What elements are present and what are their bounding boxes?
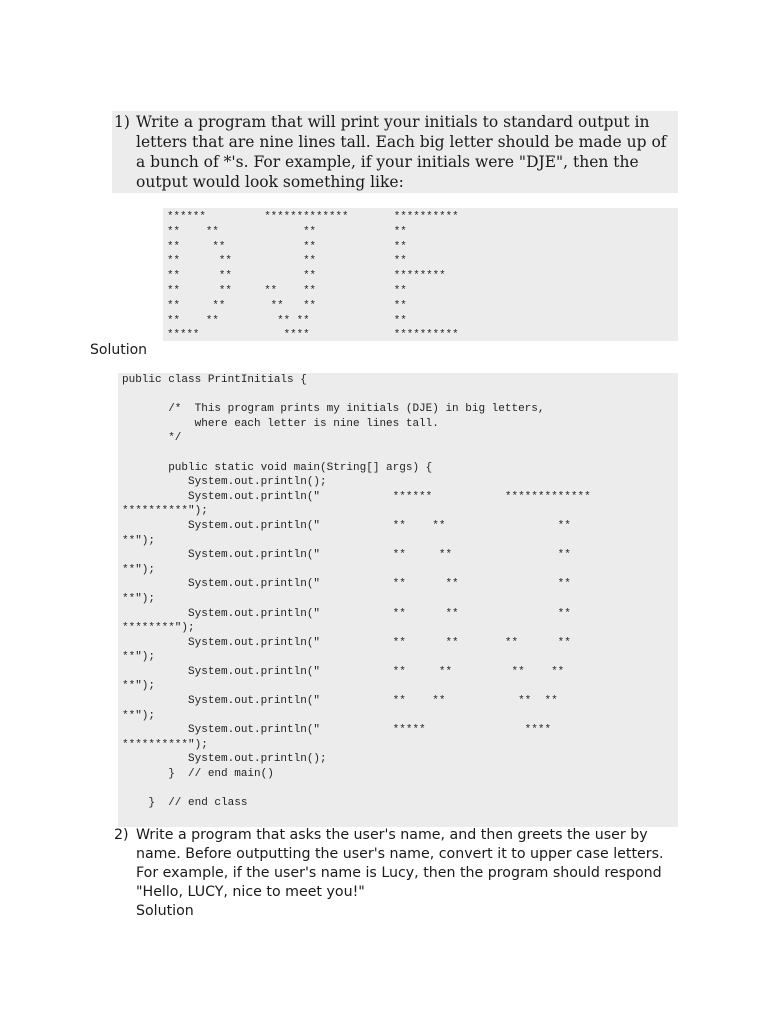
- example-output-text: ****** ************* ********** ** ** ** ** ** ** ** ** ** ** ** ** ** ** ** ******** ** ** ** ** ** ** ** ** ** ** ** ** ** ** ** ***** **** **********: [167, 211, 459, 342]
- example-output-block: [163, 208, 678, 341]
- question-1-number: 1): [114, 113, 130, 131]
- question-2-text: Write a program that asks the user's name, and then greets the user by name. Before outputting the user's name, convert it to upper case letters. For example, if the user's name is Lucy, then the program should respond "Hello, LUCY, nice to meet you!": [136, 827, 664, 900]
- question-1: [112, 111, 678, 193]
- solution-label-1: Solution: [90, 342, 148, 358]
- question-2: [112, 826, 678, 921]
- solution-label-2: Solution: [136, 903, 194, 919]
- solution-code-block: [118, 373, 678, 827]
- question-1-text: Write a program that will print your initials to standard output in letters that are nine lines tall. Each big letter should be made up of a bunch of *'s. For example, if your initials were "DJE", then the output would look something like:: [136, 113, 667, 191]
- solution-code-text: public class PrintInitials { /* This program prints my initials (DJE) in big letters, where each letter is nine lines tall. */ public static void main(String[] args) { System.out.println(); System.out.println(" ****** ************* **********"); System.out.println(" ** ** ** **"); System.out.println(" ** ** ** **"); System.out.println(" ** ** ** **"); System.out.println(" ** ** ** ********"); System.out.println(" ** ** ** ** **"); System.out.println(" ** ** ** ** **"); System.out.println(" ** ** ** ** **"); System.out.println(" ***** **** **********"); System.out.println(); } // end main() } // end class: [122, 374, 591, 810]
- question-2-number: 2): [114, 827, 129, 843]
